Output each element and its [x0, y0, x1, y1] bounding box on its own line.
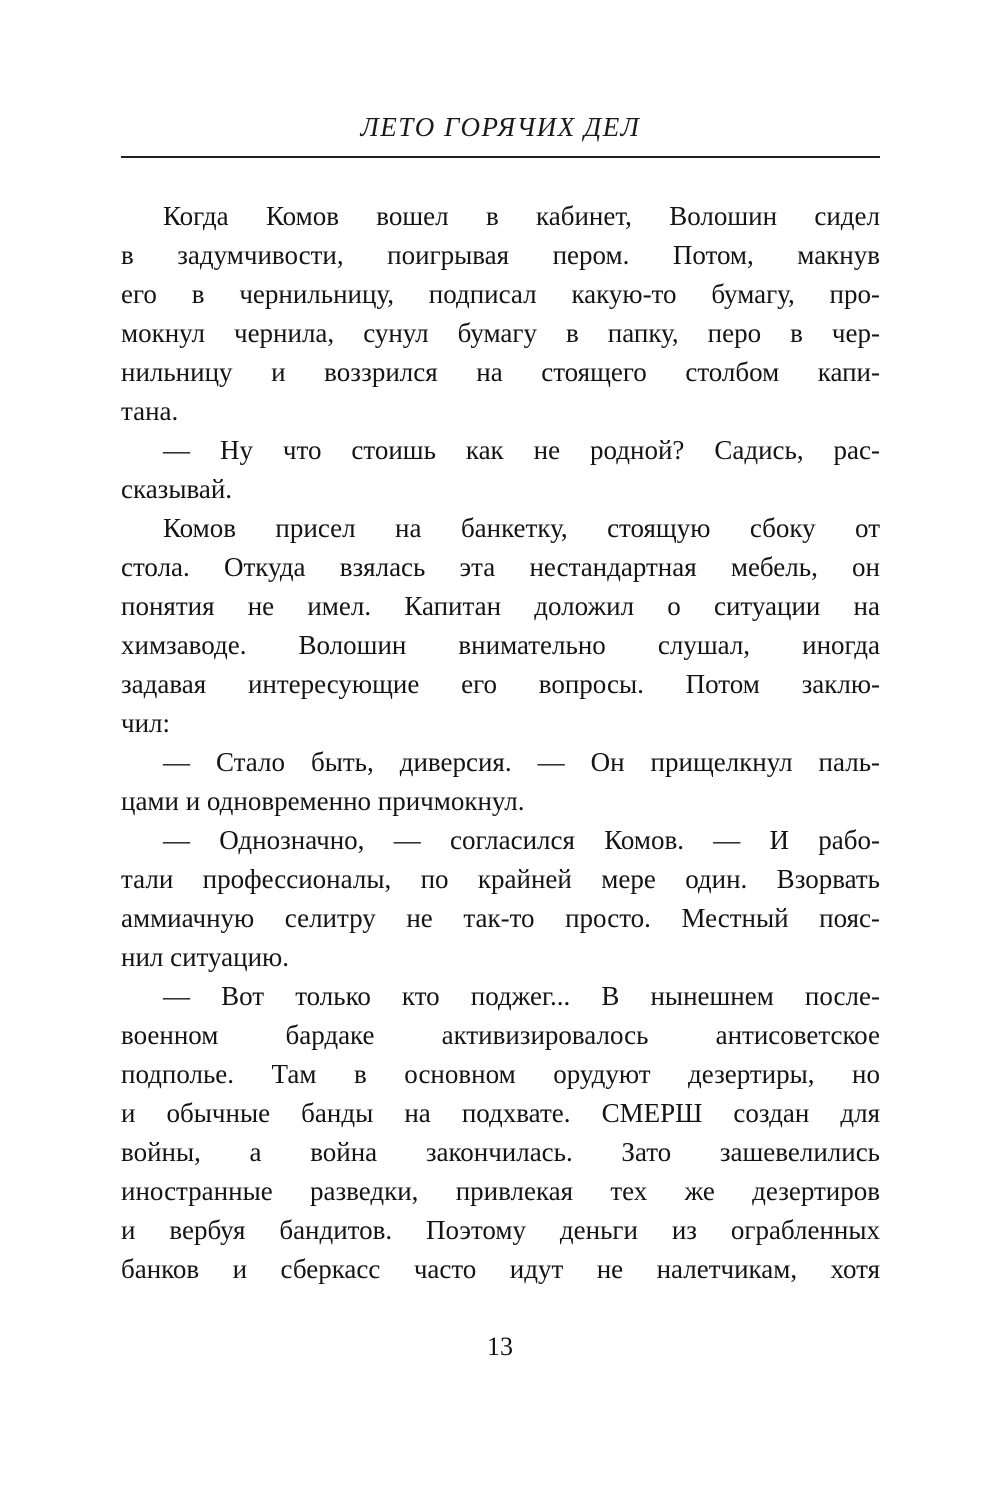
- text-line: — Однозначно, — согласился Комов. — И рабо-: [163, 825, 880, 855]
- text-line: Когда Комов вошел в кабинет, Волошин сидел: [163, 201, 880, 231]
- text-line: — Вот только кто поджег... В нынешнем после-: [163, 981, 880, 1011]
- header-rule: [121, 156, 880, 158]
- text-line: — Ну что стоишь как не родной? Садись, рас-: [163, 435, 880, 465]
- text-line: мокнул чернила, сунул бумагу в папку, перо в чер-: [121, 318, 880, 348]
- text-line: нильницу и воззрился на стоящего столбом капи-: [121, 357, 880, 387]
- text-line: в задумчивости, поигрывая пером. Потом, макнув: [121, 240, 880, 270]
- text-line: и обычные банды на подхвате. СМЕРШ создан для: [121, 1098, 880, 1128]
- text-line: банков и сберкасс часто идут не налетчикам, хотя: [121, 1254, 880, 1284]
- page-number: 13: [487, 1332, 513, 1361]
- text-line: тана.: [121, 396, 179, 426]
- paragraph: [121, 977, 880, 1289]
- running-header-title: ЛЕТО ГОРЯЧИХ ДЕЛ: [360, 112, 641, 142]
- text-line: сказывай.: [121, 474, 233, 504]
- paragraph: [121, 431, 880, 509]
- body-text: [121, 197, 880, 1289]
- paragraph: [121, 197, 880, 431]
- text-line: и вербуя бандитов. Поэтому деньги из ограбленных: [121, 1215, 880, 1245]
- text-line: войны, а война закончилась. Зато зашевелились: [121, 1137, 880, 1167]
- text-line: стола. Откуда взялась эта нестандартная мебель, он: [121, 552, 880, 582]
- text-line: его в чернильницу, подписал какую-то бумагу, про-: [121, 279, 880, 309]
- text-line: химзаводе. Волошин внимательно слушал, иногда: [121, 630, 880, 660]
- text-line: задавая интересующие его вопросы. Потом заклю-: [121, 669, 880, 699]
- text-line: чил:: [121, 708, 171, 738]
- text-line: аммиачную селитру не так-то просто. Местный пояс-: [121, 903, 880, 933]
- text-line: нил ситуацию.: [121, 942, 289, 972]
- text-line: — Стало быть, диверсия. — Он прищелкнул паль-: [163, 747, 880, 777]
- text-line: иностранные разведки, привлекая тех же дезертиров: [121, 1176, 880, 1206]
- text-line: понятия не имел. Капитан доложил о ситуации на: [121, 591, 880, 621]
- paragraph: [121, 743, 880, 821]
- text-line: тали профессионалы, по крайней мере один. Взорвать: [121, 864, 880, 894]
- paragraph: [121, 821, 880, 977]
- text-line: цами и одновременно причмокнул.: [121, 786, 525, 816]
- text-line: военном бардаке активизировалось антисоветское: [121, 1020, 880, 1050]
- text-line: подполье. Там в основном орудуют дезертиры, но: [121, 1059, 880, 1089]
- paragraph: [121, 509, 880, 743]
- text-line: Комов присел на банкетку, стоящую сбоку от: [163, 513, 880, 543]
- page-header: [121, 112, 880, 158]
